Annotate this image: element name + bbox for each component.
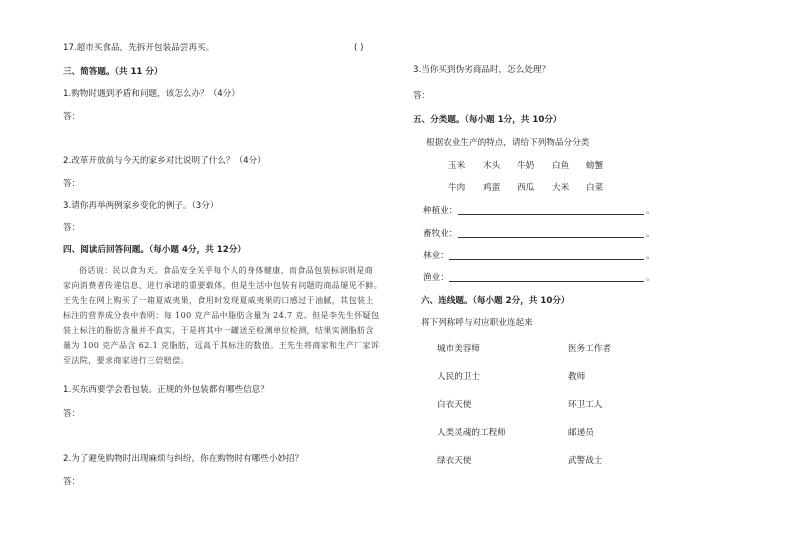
answer-bracket[interactable]: ( ) [354, 43, 364, 53]
passage-line: 至法院，要求商家进行三倍赔偿。 [63, 356, 189, 365]
section-5-title: 五、分类题。（每小题 1分，共 10分） [413, 115, 562, 125]
answer-label[interactable]: 答： [63, 477, 81, 487]
passage-line: 王先生在网上购买了一箱夏威夷果，食用时发现夏威夷果的口感过于油腻，其包装上 [63, 296, 374, 305]
nickname-item[interactable]: 绿衣天使 [437, 456, 472, 466]
job-item[interactable]: 教师 [568, 372, 586, 382]
answer-label[interactable]: 答： [63, 223, 81, 233]
job-item[interactable]: 环卫工人 [568, 400, 603, 410]
question-3-3: 3.请你再举两例家乡变化的例子。（3分） [63, 201, 219, 211]
passage-line: 家向消费者传递信息、进行承诺的重要载体，但是生活中包装有问题的商品屡见不鲜。 [63, 281, 383, 290]
classify-item: 木头 [483, 161, 501, 171]
question-3-1: 1.购物时遇到矛盾和问题，该怎么办？（4分） [63, 89, 240, 99]
period: 。 [646, 273, 655, 283]
fill-in-line[interactable] [458, 214, 644, 215]
section-3-title: 三、简答题。（共 11 分） [63, 67, 163, 77]
answer-label[interactable]: 答： [63, 409, 81, 419]
fill-in-line[interactable] [449, 259, 644, 260]
question-3-2: 2.改革开放前与今天的家乡对比说明了什么？（4分） [63, 156, 266, 166]
question-4-1: 1.买东西要学会看包装。正规的外包装都有哪些信息？ [63, 385, 269, 395]
answer-label[interactable]: 答： [413, 91, 431, 101]
classify-item: 螃蟹 [586, 161, 604, 171]
classify-item: 玉米 [448, 161, 466, 171]
category-forestry-label: 林业： [423, 251, 449, 261]
classify-item: 牛肉 [448, 183, 466, 193]
fill-in-line[interactable] [449, 281, 644, 282]
nickname-item[interactable]: 白衣天使 [437, 400, 472, 410]
classify-item: 白鱼 [552, 161, 570, 171]
classify-item: 白菜 [586, 183, 604, 193]
job-item[interactable]: 武警战士 [568, 456, 603, 466]
category-fishery-label: 渔业： [423, 273, 449, 283]
section-6-title: 六、连线题。（每小题 2分，共 10分） [421, 296, 570, 306]
section-6-intro: 将下列称呼与对应职业连起来 [421, 318, 533, 328]
classify-item: 牛奶 [517, 161, 535, 171]
category-planting-label: 种植业： [423, 206, 458, 216]
answer-label[interactable]: 答： [63, 112, 81, 122]
section-5-intro: 根据农业生产的特点，请给下列物品分分类 [426, 138, 590, 148]
nickname-item[interactable]: 城市美容师 [437, 344, 480, 354]
passage-line: 量为 100 克产品含 62.1 克脂肪，远高于其标注的数值。王先生将商家和生产厂家诉 [63, 341, 380, 350]
period: 。 [646, 206, 655, 216]
passage-line: 俗话说：民以食为天。食品安全关乎每个人的身体健康，而食品包装标识则是商 [79, 266, 373, 275]
job-item[interactable]: 医务工作者 [568, 344, 611, 354]
section-4-title: 四、阅读后回答问题。（每小题 4分，共 12分） [63, 245, 246, 255]
fill-in-line[interactable] [458, 237, 644, 238]
job-item[interactable]: 邮递员 [568, 428, 594, 438]
question-4-2: 2.为了避免购物时出现麻烦与纠纷，你在购物时有哪些小妙招？ [63, 454, 304, 464]
period: 。 [646, 229, 655, 239]
classify-item: 西瓜 [517, 183, 535, 193]
question-17: 17.超市买食品，先拆开包装品尝再买。 [63, 43, 215, 53]
question-3-when-fake: 3.当你买到伪劣商品时，怎么处理？ [413, 65, 551, 75]
classify-item: 鸡蛋 [483, 183, 501, 193]
passage-line: 标注的营养成分表中表明：每 100 克产品中脂肪含量为 24.7 克。但是李先生怀疑包 [63, 311, 380, 320]
passage-line: 装上标注的脂肪含量并不真实，于是将其中一罐送至检测单位检测，结果实测脂肪含 [63, 326, 374, 335]
nickname-item[interactable]: 人类灵魂的工程师 [437, 428, 506, 438]
answer-label[interactable]: 答： [63, 179, 81, 189]
classify-item: 大米 [552, 183, 570, 193]
nickname-item[interactable]: 人民的卫士 [437, 372, 480, 382]
period: 。 [646, 251, 655, 261]
category-livestock-label: 畜牧业： [423, 229, 458, 239]
